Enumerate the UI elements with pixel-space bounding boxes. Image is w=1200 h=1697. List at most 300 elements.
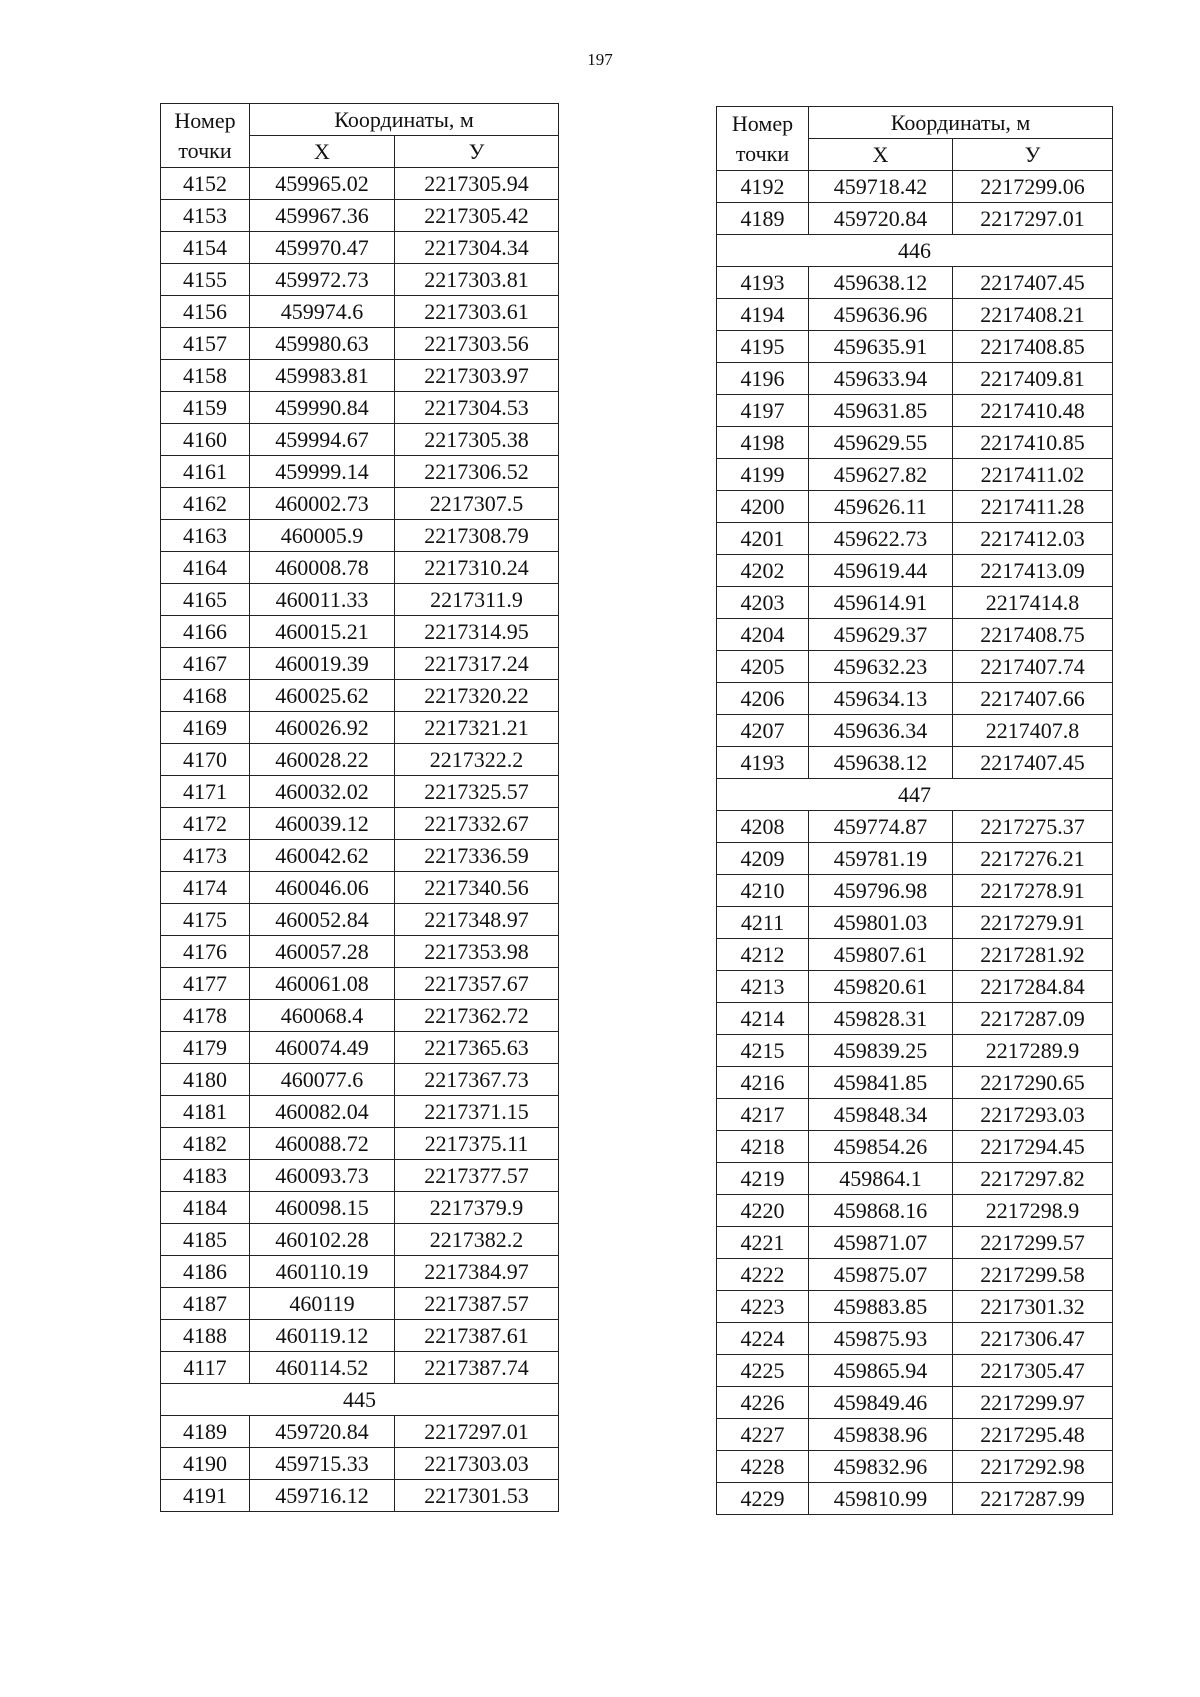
point-number-cell: 4228 <box>717 1451 809 1483</box>
coordinates-table-right <box>716 106 1113 1515</box>
point-number-header-line1: Номер <box>174 107 236 133</box>
y-coordinate-cell: 2217413.09 <box>953 555 1113 587</box>
table-row <box>161 1416 559 1448</box>
table-row <box>161 264 559 296</box>
x-coordinate-cell: 459638.12 <box>809 267 953 299</box>
point-number-cell: 4222 <box>717 1259 809 1291</box>
x-coordinate-cell: 459720.84 <box>250 1416 395 1448</box>
table-row <box>161 1096 559 1128</box>
x-coordinate-cell: 459820.61 <box>809 971 953 1003</box>
point-number-cell: 4176 <box>161 936 250 968</box>
x-coordinate-cell: 460098.15 <box>250 1192 395 1224</box>
x-coordinate-cell: 459619.44 <box>809 555 953 587</box>
x-header: Х <box>250 136 395 168</box>
point-number-cell: 4117 <box>161 1352 250 1384</box>
table-row <box>717 651 1113 683</box>
point-number-cell: 4181 <box>161 1096 250 1128</box>
point-number-cell: 4186 <box>161 1256 250 1288</box>
point-number-cell: 4188 <box>161 1320 250 1352</box>
point-number-cell: 4178 <box>161 1000 250 1032</box>
y-coordinate-cell: 2217287.99 <box>953 1483 1113 1515</box>
table-row <box>717 395 1113 427</box>
y-coordinate-cell: 2217299.06 <box>953 171 1113 203</box>
point-number-cell: 4203 <box>717 587 809 619</box>
y-coordinate-cell: 2217297.01 <box>395 1416 559 1448</box>
x-coordinate-cell: 459983.81 <box>250 360 395 392</box>
y-coordinate-cell: 2217407.66 <box>953 683 1113 715</box>
point-number-cell: 4202 <box>717 555 809 587</box>
y-coordinate-cell: 2217308.79 <box>395 520 559 552</box>
table-row <box>161 1128 559 1160</box>
point-number-cell: 4211 <box>717 907 809 939</box>
table-row <box>161 872 559 904</box>
y-coordinate-cell: 2217320.22 <box>395 680 559 712</box>
point-number-cell: 4214 <box>717 1003 809 1035</box>
y-coordinate-cell: 2217367.73 <box>395 1064 559 1096</box>
y-coordinate-cell: 2217306.52 <box>395 456 559 488</box>
point-number-cell: 4158 <box>161 360 250 392</box>
point-number-cell: 4198 <box>717 427 809 459</box>
point-number-cell: 4199 <box>717 459 809 491</box>
x-coordinate-cell: 459636.34 <box>809 715 953 747</box>
x-coordinate-cell: 459875.07 <box>809 1259 953 1291</box>
x-coordinate-cell: 460011.33 <box>250 584 395 616</box>
point-number-cell: 4192 <box>717 171 809 203</box>
x-coordinate-cell: 459622.73 <box>809 523 953 555</box>
x-coordinate-cell: 460057.28 <box>250 936 395 968</box>
y-coordinate-cell: 2217407.45 <box>953 747 1113 779</box>
y-coordinate-cell: 2217357.67 <box>395 968 559 1000</box>
table-row <box>717 1323 1113 1355</box>
point-number-cell: 4207 <box>717 715 809 747</box>
table-row <box>161 1192 559 1224</box>
x-coordinate-cell: 460025.62 <box>250 680 395 712</box>
x-coordinate-cell: 459810.99 <box>809 1483 953 1515</box>
y-coordinate-cell: 2217387.57 <box>395 1288 559 1320</box>
table-row <box>161 296 559 328</box>
y-coordinate-cell: 2217303.56 <box>395 328 559 360</box>
point-number-cell: 4184 <box>161 1192 250 1224</box>
table-row <box>161 424 559 456</box>
table-row <box>161 776 559 808</box>
y-coordinate-cell: 2217305.47 <box>953 1355 1113 1387</box>
point-number-cell: 4197 <box>717 395 809 427</box>
point-number-cell: 4226 <box>717 1387 809 1419</box>
table-row <box>717 907 1113 939</box>
y-coordinate-cell: 2217321.21 <box>395 712 559 744</box>
y-coordinate-cell: 2217407.74 <box>953 651 1113 683</box>
x-coordinate-cell: 459838.96 <box>809 1419 953 1451</box>
table-row <box>161 456 559 488</box>
x-coordinate-cell: 460005.9 <box>250 520 395 552</box>
x-coordinate-cell: 459715.33 <box>250 1448 395 1480</box>
table-row <box>717 1291 1113 1323</box>
y-coordinate-cell: 2217384.97 <box>395 1256 559 1288</box>
table-row <box>161 392 559 424</box>
table-row <box>717 587 1113 619</box>
y-coordinate-cell: 2217353.98 <box>395 936 559 968</box>
table-row <box>161 616 559 648</box>
point-number-cell: 4172 <box>161 808 250 840</box>
x-coordinate-cell: 459801.03 <box>809 907 953 939</box>
x-coordinate-cell: 459875.93 <box>809 1323 953 1355</box>
y-coordinate-cell: 2217379.9 <box>395 1192 559 1224</box>
x-coordinate-cell: 460110.19 <box>250 1256 395 1288</box>
point-number-cell: 4179 <box>161 1032 250 1064</box>
point-number-cell: 4153 <box>161 200 250 232</box>
section-row <box>717 779 1113 811</box>
x-coordinate-cell: 460028.22 <box>250 744 395 776</box>
y-coordinate-cell: 2217407.45 <box>953 267 1113 299</box>
y-coordinate-cell: 2217411.02 <box>953 459 1113 491</box>
x-coordinate-cell: 459627.82 <box>809 459 953 491</box>
y-coordinate-cell: 2217279.91 <box>953 907 1113 939</box>
y-coordinate-cell: 2217375.11 <box>395 1128 559 1160</box>
table-row <box>717 427 1113 459</box>
y-coordinate-cell: 2217410.85 <box>953 427 1113 459</box>
x-coordinate-cell: 460077.6 <box>250 1064 395 1096</box>
y-coordinate-cell: 2217293.03 <box>953 1099 1113 1131</box>
y-coordinate-cell: 2217408.85 <box>953 331 1113 363</box>
point-number-cell: 4209 <box>717 843 809 875</box>
table-row <box>717 1067 1113 1099</box>
x-coordinate-cell: 459614.91 <box>809 587 953 619</box>
table-row <box>161 1000 559 1032</box>
x-coordinate-cell: 459883.85 <box>809 1291 953 1323</box>
x-coordinate-cell: 459720.84 <box>809 203 953 235</box>
coordinates-header: Координаты, м <box>809 107 1113 139</box>
point-number-cell: 4218 <box>717 1131 809 1163</box>
x-coordinate-cell: 459781.19 <box>809 843 953 875</box>
point-number-cell: 4191 <box>161 1480 250 1512</box>
table-row <box>717 619 1113 651</box>
point-number-cell: 4208 <box>717 811 809 843</box>
x-coordinate-cell: 459871.07 <box>809 1227 953 1259</box>
table-row <box>717 203 1113 235</box>
point-number-cell: 4193 <box>717 747 809 779</box>
table-row <box>717 267 1113 299</box>
x-coordinate-cell: 460082.04 <box>250 1096 395 1128</box>
point-number-header-line1: Номер <box>731 110 794 136</box>
y-coordinate-cell: 2217297.82 <box>953 1163 1113 1195</box>
table-header <box>717 107 1113 171</box>
point-number-header <box>161 104 250 168</box>
table-row <box>717 459 1113 491</box>
y-coordinate-cell: 2217412.03 <box>953 523 1113 555</box>
x-coordinate-cell: 460002.73 <box>250 488 395 520</box>
table-row <box>717 1163 1113 1195</box>
y-coordinate-cell: 2217289.9 <box>953 1035 1113 1067</box>
y-coordinate-cell: 2217299.57 <box>953 1227 1113 1259</box>
y-coordinate-cell: 2217290.65 <box>953 1067 1113 1099</box>
coordinates-header: Координаты, м <box>250 104 559 136</box>
point-number-cell: 4156 <box>161 296 250 328</box>
table-row <box>717 715 1113 747</box>
point-number-cell: 4195 <box>717 331 809 363</box>
x-coordinate-cell: 460019.39 <box>250 648 395 680</box>
y-header: У <box>953 139 1113 171</box>
point-number-cell: 4165 <box>161 584 250 616</box>
table-row <box>717 971 1113 1003</box>
point-number-cell: 4215 <box>717 1035 809 1067</box>
x-coordinate-cell: 459716.12 <box>250 1480 395 1512</box>
y-coordinate-cell: 2217299.97 <box>953 1387 1113 1419</box>
table-row <box>717 331 1113 363</box>
x-coordinate-cell: 460061.08 <box>250 968 395 1000</box>
y-coordinate-cell: 2217325.57 <box>395 776 559 808</box>
x-coordinate-cell: 459849.46 <box>809 1387 953 1419</box>
table-row <box>717 363 1113 395</box>
x-coordinate-cell: 460119 <box>250 1288 395 1320</box>
y-coordinate-cell: 2217297.01 <box>953 203 1113 235</box>
y-coordinate-cell: 2217275.37 <box>953 811 1113 843</box>
x-coordinate-cell: 459999.14 <box>250 456 395 488</box>
y-coordinate-cell: 2217387.74 <box>395 1352 559 1384</box>
y-coordinate-cell: 2217303.97 <box>395 360 559 392</box>
point-number-cell: 4173 <box>161 840 250 872</box>
table-row <box>161 232 559 264</box>
y-coordinate-cell: 2217371.15 <box>395 1096 559 1128</box>
table-row <box>717 683 1113 715</box>
y-coordinate-cell: 2217292.98 <box>953 1451 1113 1483</box>
table-row <box>717 299 1113 331</box>
point-number-cell: 4155 <box>161 264 250 296</box>
y-header: У <box>395 136 559 168</box>
y-coordinate-cell: 2217299.58 <box>953 1259 1113 1291</box>
table-row <box>717 1099 1113 1131</box>
point-number-cell: 4174 <box>161 872 250 904</box>
y-coordinate-cell: 2217294.45 <box>953 1131 1113 1163</box>
y-coordinate-cell: 2217305.94 <box>395 168 559 200</box>
y-coordinate-cell: 2217304.34 <box>395 232 559 264</box>
x-coordinate-cell: 459718.42 <box>809 171 953 203</box>
y-coordinate-cell: 2217348.97 <box>395 904 559 936</box>
point-number-header-line2: точки <box>178 137 232 163</box>
y-coordinate-cell: 2217414.8 <box>953 587 1113 619</box>
table-row <box>717 1355 1113 1387</box>
point-number-cell: 4219 <box>717 1163 809 1195</box>
section-row <box>161 1384 559 1416</box>
x-coordinate-cell: 460074.49 <box>250 1032 395 1064</box>
x-coordinate-cell: 459634.13 <box>809 683 953 715</box>
x-coordinate-cell: 460046.06 <box>250 872 395 904</box>
x-coordinate-cell: 459635.91 <box>809 331 953 363</box>
y-coordinate-cell: 2217306.47 <box>953 1323 1113 1355</box>
x-coordinate-cell: 459974.6 <box>250 296 395 328</box>
point-number-cell: 4224 <box>717 1323 809 1355</box>
point-number-cell: 4223 <box>717 1291 809 1323</box>
point-number-cell: 4163 <box>161 520 250 552</box>
x-coordinate-cell: 459629.55 <box>809 427 953 459</box>
point-number-cell: 4161 <box>161 456 250 488</box>
x-coordinate-cell: 459633.94 <box>809 363 953 395</box>
section-number: 446 <box>717 235 1113 267</box>
y-coordinate-cell: 2217314.95 <box>395 616 559 648</box>
x-coordinate-cell: 459990.84 <box>250 392 395 424</box>
x-coordinate-cell: 459632.23 <box>809 651 953 683</box>
x-coordinate-cell: 459972.73 <box>250 264 395 296</box>
table-row <box>161 1320 559 1352</box>
point-number-cell: 4193 <box>717 267 809 299</box>
point-number-cell: 4225 <box>717 1355 809 1387</box>
table-row <box>161 584 559 616</box>
y-coordinate-cell: 2217281.92 <box>953 939 1113 971</box>
table-row <box>161 936 559 968</box>
y-coordinate-cell: 2217303.61 <box>395 296 559 328</box>
point-number-cell: 4171 <box>161 776 250 808</box>
y-coordinate-cell: 2217301.32 <box>953 1291 1113 1323</box>
y-coordinate-cell: 2217278.91 <box>953 875 1113 907</box>
table-row <box>161 552 559 584</box>
point-number-header <box>717 107 809 171</box>
point-number-cell: 4189 <box>717 203 809 235</box>
y-coordinate-cell: 2217287.09 <box>953 1003 1113 1035</box>
point-number-cell: 4187 <box>161 1288 250 1320</box>
x-coordinate-cell: 459832.96 <box>809 1451 953 1483</box>
table-row <box>717 843 1113 875</box>
point-number-cell: 4160 <box>161 424 250 456</box>
x-coordinate-cell: 459848.34 <box>809 1099 953 1131</box>
y-coordinate-cell: 2217305.42 <box>395 200 559 232</box>
table-row <box>717 875 1113 907</box>
x-coordinate-cell: 459631.85 <box>809 395 953 427</box>
table-row <box>161 1160 559 1192</box>
x-coordinate-cell: 460114.52 <box>250 1352 395 1384</box>
y-coordinate-cell: 2217307.5 <box>395 488 559 520</box>
y-coordinate-cell: 2217303.03 <box>395 1448 559 1480</box>
y-coordinate-cell: 2217284.84 <box>953 971 1113 1003</box>
table-row <box>161 808 559 840</box>
x-coordinate-cell: 459854.26 <box>809 1131 953 1163</box>
point-number-cell: 4166 <box>161 616 250 648</box>
point-number-cell: 4169 <box>161 712 250 744</box>
y-coordinate-cell: 2217408.21 <box>953 299 1113 331</box>
point-number-cell: 4206 <box>717 683 809 715</box>
point-number-cell: 4216 <box>717 1067 809 1099</box>
x-coordinate-cell: 460068.4 <box>250 1000 395 1032</box>
page-number: 197 <box>587 50 613 69</box>
table-row <box>161 1352 559 1384</box>
x-coordinate-cell: 459774.87 <box>809 811 953 843</box>
table-row <box>161 648 559 680</box>
point-number-cell: 4162 <box>161 488 250 520</box>
point-number-cell: 4168 <box>161 680 250 712</box>
point-number-cell: 4194 <box>717 299 809 331</box>
y-coordinate-cell: 2217362.72 <box>395 1000 559 1032</box>
point-number-cell: 4212 <box>717 939 809 971</box>
table-row <box>717 1387 1113 1419</box>
table-row <box>161 1448 559 1480</box>
x-coordinate-cell: 459994.67 <box>250 424 395 456</box>
point-number-cell: 4180 <box>161 1064 250 1096</box>
point-number-cell: 4190 <box>161 1448 250 1480</box>
table-row <box>161 712 559 744</box>
y-coordinate-cell: 2217408.75 <box>953 619 1113 651</box>
point-number-cell: 4159 <box>161 392 250 424</box>
table-row <box>161 1032 559 1064</box>
table-row <box>161 1224 559 1256</box>
x-coordinate-cell: 460088.72 <box>250 1128 395 1160</box>
table-row <box>161 744 559 776</box>
y-coordinate-cell: 2217336.59 <box>395 840 559 872</box>
x-coordinate-cell: 459970.47 <box>250 232 395 264</box>
x-coordinate-cell: 459864.1 <box>809 1163 953 1195</box>
table-row <box>717 811 1113 843</box>
table-row <box>161 520 559 552</box>
y-coordinate-cell: 2217298.9 <box>953 1195 1113 1227</box>
x-header: Х <box>809 139 953 171</box>
point-number-cell: 4217 <box>717 1099 809 1131</box>
table-row <box>161 904 559 936</box>
point-number-cell: 4200 <box>717 491 809 523</box>
y-coordinate-cell: 2217410.48 <box>953 395 1113 427</box>
table-row <box>717 939 1113 971</box>
table-row <box>161 1480 559 1512</box>
y-coordinate-cell: 2217317.24 <box>395 648 559 680</box>
x-coordinate-cell: 459629.37 <box>809 619 953 651</box>
point-number-cell: 4164 <box>161 552 250 584</box>
y-coordinate-cell: 2217310.24 <box>395 552 559 584</box>
x-coordinate-cell: 460093.73 <box>250 1160 395 1192</box>
point-number-cell: 4201 <box>717 523 809 555</box>
y-coordinate-cell: 2217382.2 <box>395 1224 559 1256</box>
x-coordinate-cell: 459865.94 <box>809 1355 953 1387</box>
y-coordinate-cell: 2217322.2 <box>395 744 559 776</box>
x-coordinate-cell: 460052.84 <box>250 904 395 936</box>
table-row <box>161 1288 559 1320</box>
x-coordinate-cell: 460042.62 <box>250 840 395 872</box>
point-number-cell: 4210 <box>717 875 809 907</box>
y-coordinate-cell: 2217407.8 <box>953 715 1113 747</box>
y-coordinate-cell: 2217295.48 <box>953 1419 1113 1451</box>
point-number-cell: 4189 <box>161 1416 250 1448</box>
point-number-header-line2: точки <box>735 140 790 166</box>
y-coordinate-cell: 2217365.63 <box>395 1032 559 1064</box>
x-coordinate-cell: 459828.31 <box>809 1003 953 1035</box>
point-number-cell: 4221 <box>717 1227 809 1259</box>
y-coordinate-cell: 2217304.53 <box>395 392 559 424</box>
table-row <box>717 1227 1113 1259</box>
y-coordinate-cell: 2217377.57 <box>395 1160 559 1192</box>
table-body <box>161 168 559 1512</box>
point-number-cell: 4182 <box>161 1128 250 1160</box>
y-coordinate-cell: 2217311.9 <box>395 584 559 616</box>
point-number-cell: 4183 <box>161 1160 250 1192</box>
table-row <box>717 747 1113 779</box>
y-coordinate-cell: 2217305.38 <box>395 424 559 456</box>
x-coordinate-cell: 460032.02 <box>250 776 395 808</box>
table-row <box>161 200 559 232</box>
x-coordinate-cell: 459796.98 <box>809 875 953 907</box>
table-row <box>161 488 559 520</box>
table-row <box>161 968 559 1000</box>
point-number-cell: 4152 <box>161 168 250 200</box>
y-coordinate-cell: 2217411.28 <box>953 491 1113 523</box>
x-coordinate-cell: 459868.16 <box>809 1195 953 1227</box>
table-row <box>161 1064 559 1096</box>
point-number-cell: 4177 <box>161 968 250 1000</box>
table-row <box>161 840 559 872</box>
point-number-cell: 4157 <box>161 328 250 360</box>
table-row <box>717 1259 1113 1291</box>
x-coordinate-cell: 459638.12 <box>809 747 953 779</box>
point-number-cell: 4154 <box>161 232 250 264</box>
point-number-cell: 4167 <box>161 648 250 680</box>
table-row <box>717 1419 1113 1451</box>
x-coordinate-cell: 459807.61 <box>809 939 953 971</box>
point-number-cell: 4205 <box>717 651 809 683</box>
point-number-cell: 4170 <box>161 744 250 776</box>
